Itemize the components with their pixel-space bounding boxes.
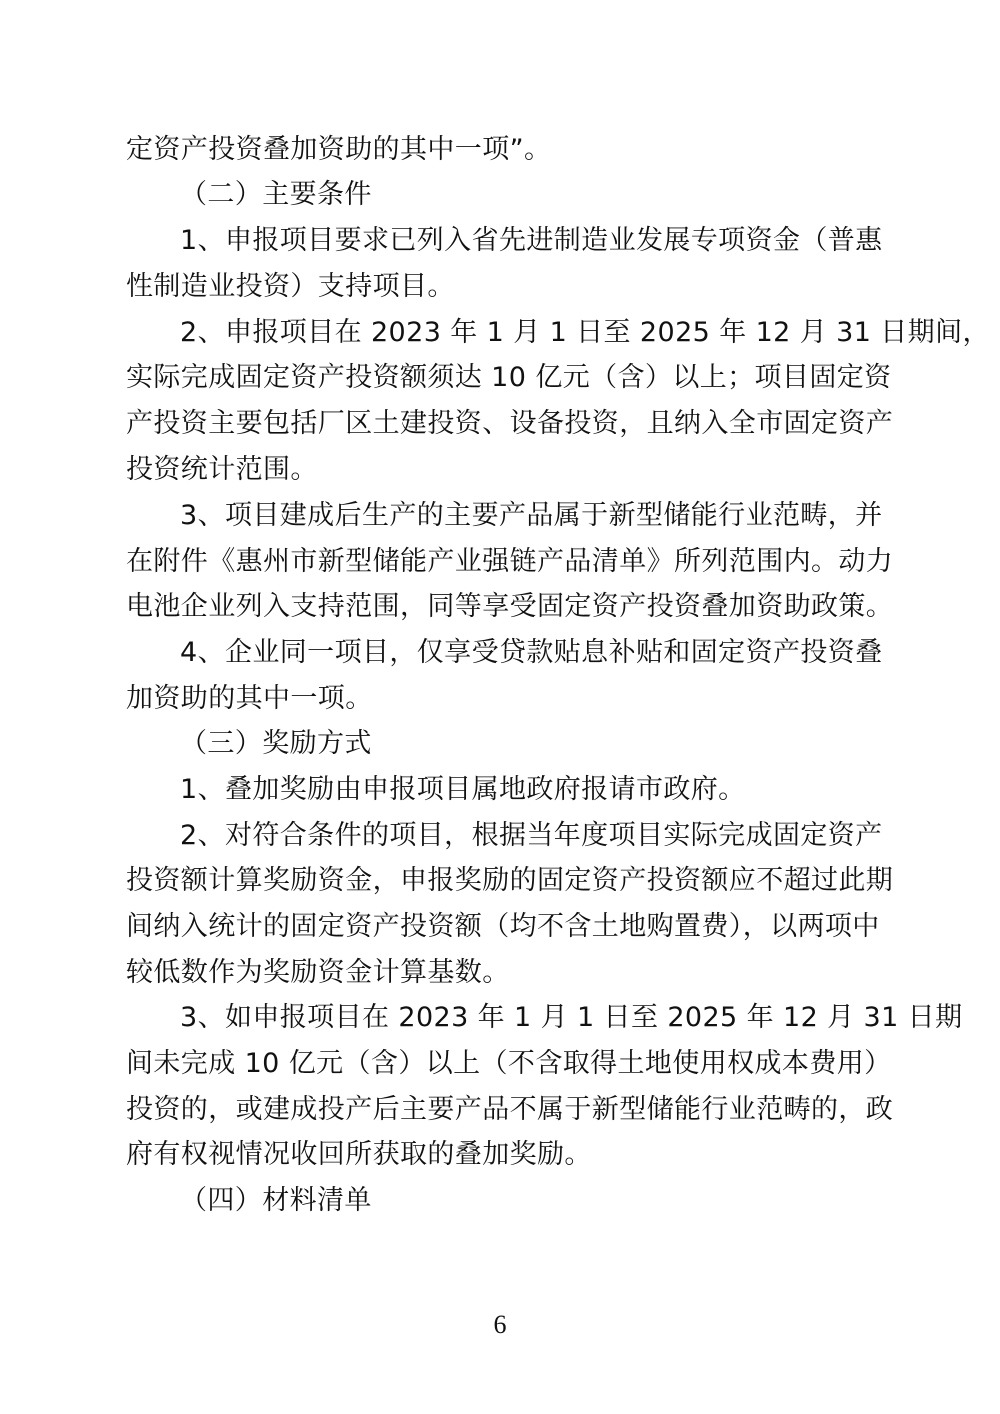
- text-line: 间纳入统计的固定资产投资额（均不含土地购置费），以两项中: [126, 911, 880, 942]
- text-line: 产投资主要包括厂区土建投资、设备投资，且纳入全市固定资产: [126, 408, 894, 439]
- text-line: 在附件《惠州市新型储能产业强链产品清单》所列范围内。动力: [126, 546, 894, 577]
- text-line: 较低数作为奖励资金计算基数。: [126, 957, 510, 988]
- section-heading-main-conditions: （二）主要条件: [180, 179, 372, 210]
- section-heading-material-list: （四）材料清单: [180, 1185, 372, 1216]
- text-line: 实际完成固定资产投资额须达 10 亿元（含）以上；项目固定资: [126, 362, 892, 393]
- text-line: 1、申报项目要求已列入省先进制造业发展专项资金（普惠: [180, 225, 883, 256]
- text-line: 府有权视情况收回所获取的叠加奖励。: [126, 1139, 592, 1170]
- section-heading-reward-method: （三）奖励方式: [180, 728, 372, 759]
- text-line: 定资产投资叠加资助的其中一项”。: [126, 134, 552, 165]
- text-line: 2、对符合条件的项目，根据当年度项目实际完成固定资产: [180, 820, 883, 851]
- text-line: 3、如申报项目在 2023 年 1 月 1 日至 2025 年 12 月 31 日期: [180, 1002, 963, 1033]
- text-line: 1、叠加奖励由申报项目属地政府报请市政府。: [180, 774, 746, 805]
- text-line: 性制造业投资）支持项目。: [126, 271, 455, 302]
- page-number: 6: [493, 1310, 507, 1339]
- text-line: 电池企业列入支持范围，同等享受固定资产投资叠加资助政策。: [126, 591, 894, 622]
- text-line: 投资统计范围。: [126, 454, 318, 485]
- text-line: 投资额计算奖励资金，申报奖励的固定资产投资额应不超过此期: [126, 865, 894, 896]
- text-line: 间未完成 10 亿元（含）以上（不含取得土地使用权成本费用）: [126, 1048, 892, 1079]
- text-line: 加资助的其中一项。: [126, 683, 373, 714]
- text-line: 2、申报项目在 2023 年 1 月 1 日至 2025 年 12 月 31 日期间，: [180, 317, 990, 348]
- text-line: 3、项目建成后生产的主要产品属于新型储能行业范畴，并: [180, 500, 883, 531]
- text-line: 4、企业同一项目，仅享受贷款贴息补贴和固定资产投资叠: [180, 637, 883, 668]
- text-line: 投资的，或建成投产后主要产品不属于新型储能行业范畴的，政: [126, 1094, 894, 1125]
